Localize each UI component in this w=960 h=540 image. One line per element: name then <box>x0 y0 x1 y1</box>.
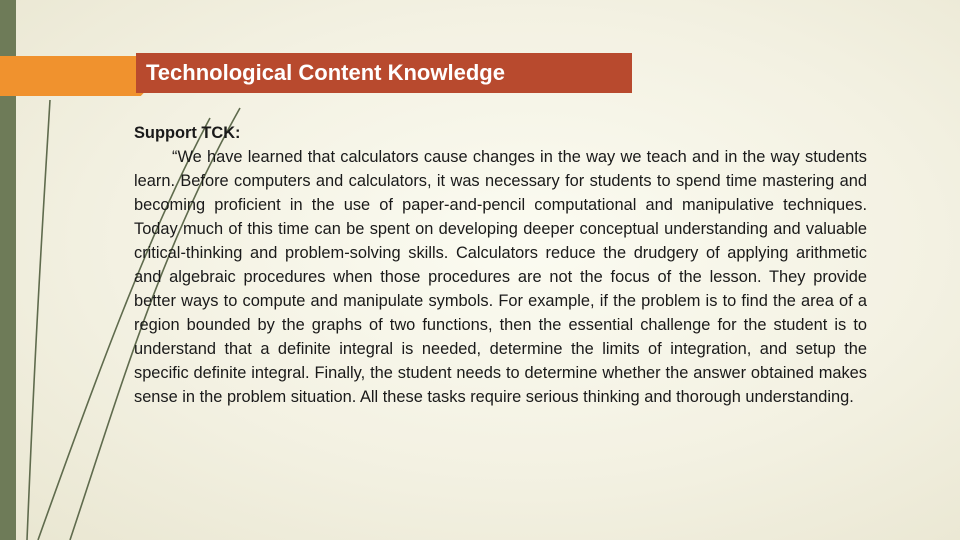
title-banner <box>136 53 632 93</box>
slide-title: Technological Content Knowledge <box>146 60 505 85</box>
quote-paragraph: “We have learned that calculators cause changes in the way we teach and in the way students learn. Before computers and calculators, it was necessary for students to spend time mastering and becoming proficient in the use of paper-and-pencil computational and manipulative techniques. Today much of this time can be spent on developing deeper conceptual understanding and valuable critical-thinking and problem-solving skills. Calculators reduce the drudgery of applying arithmetic and algebraic procedures when those procedures are not the focus of the lesson. They provide better ways to compute and manipulate symbols. For example, if the problem is to find the area of a region bounded by the graphs of two functions, then the essential challenge for the student is to understand that a definite integral is needed, determine the limits of integration, and setup the specific definite integral. Finally, the student needs to determine whether the answer obtained makes sense in the problem situation. All these tasks require serious thinking and thorough understanding. <box>134 148 867 406</box>
slide-content <box>134 121 867 409</box>
section-heading: Support TCK: <box>134 124 241 142</box>
